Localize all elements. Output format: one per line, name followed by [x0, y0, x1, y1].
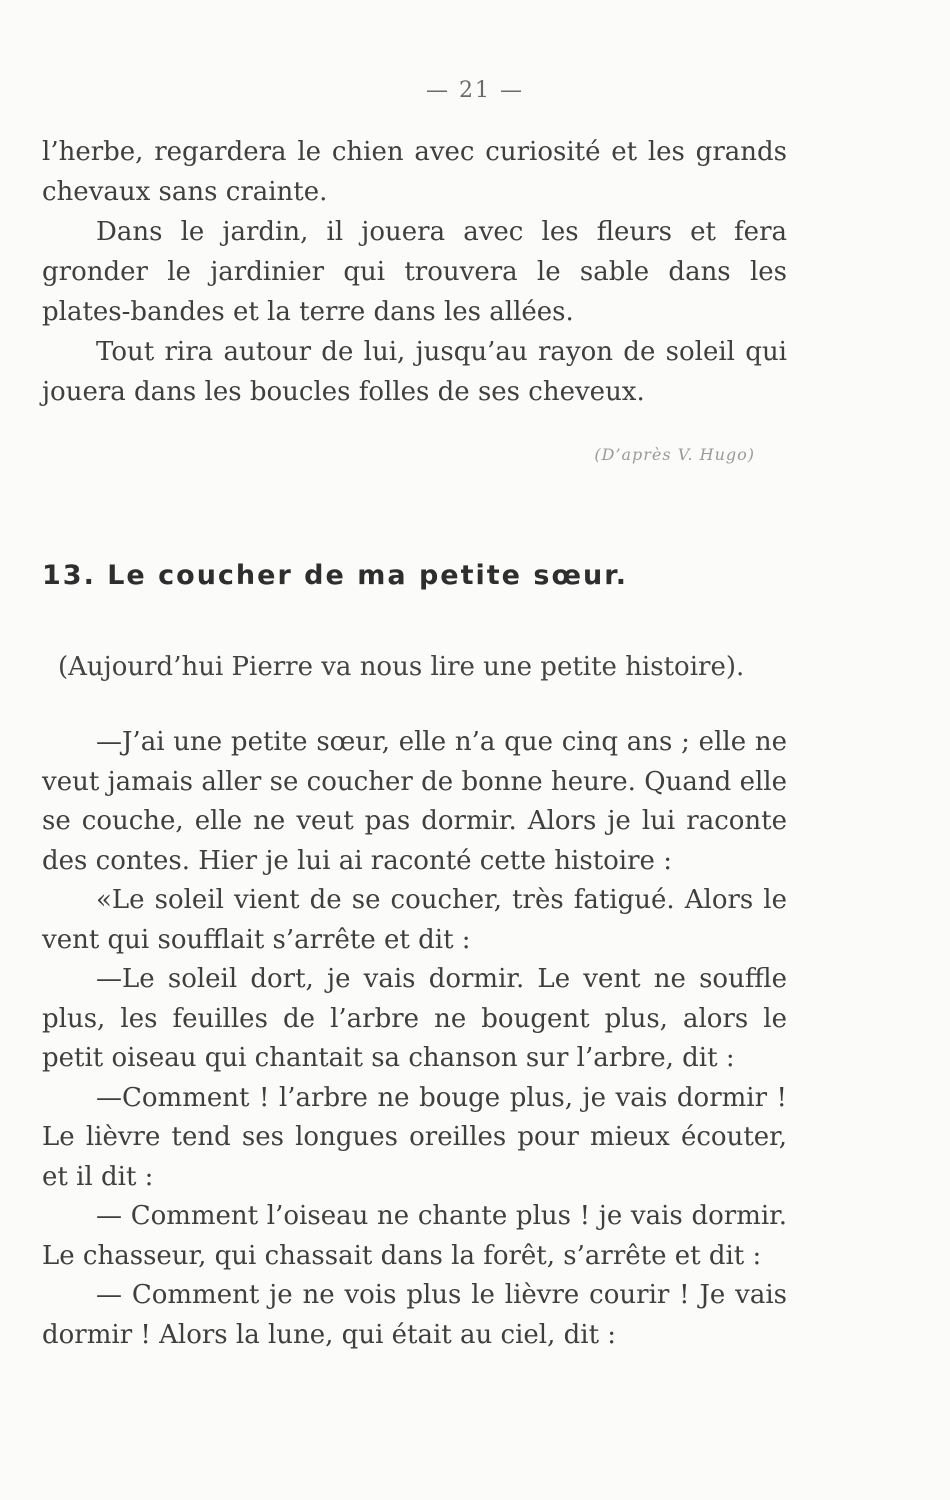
chapter-intro: (Aujourd’hui Pierre va nous lire une petite histoire). [58, 652, 745, 682]
chapter-title: 13. Le coucher de ma petite sœur. [42, 560, 628, 591]
paragraph: — Comment je ne vois plus le lièvre courir ! Je vais dormir ! Alors la lune, qui était au ciel, dit : [42, 1280, 787, 1350]
paragraph: «Le soleil vient de se coucher, très fatigué. Alors le vent qui soufflait s’arrête et dit : [42, 885, 787, 955]
paragraph: Dans le jardin, il jouera avec les fleurs et fera gronder le jardinier qui trouvera le sable dans les plates-bandes et la terre dans les allées. [42, 217, 787, 327]
story-text [42, 723, 787, 1355]
continuation-text [42, 132, 787, 412]
page-number: — 21 — [426, 78, 524, 103]
paragraph: —J’ai une petite sœur, elle n’a que cinq ans ; elle ne veut jamais aller se coucher de bonne heure. Quand elle se couche, elle ne veut pas dormir. Alors je lui raconte des contes. Hier je lui ai raconté cette histoire : [42, 727, 787, 876]
paragraph: — Comment l’oiseau ne chante plus ! je vais dormir. Le chasseur, qui chassait dans la forêt, s’arrête et dit : [42, 1201, 787, 1271]
paragraph: l’herbe, regardera le chien avec curiosité et les grands chevaux sans crainte. [42, 137, 787, 207]
paragraph: —Comment ! l’arbre ne bouge plus, je vais dormir ! Le lièvre tend ses longues oreilles pour mieux écouter, et il dit : [42, 1082, 787, 1192]
paragraph: Tout rira autour de lui, jusqu’au rayon de soleil qui jouera dans les boucles folles de ses cheveux. [42, 337, 787, 407]
source-attribution: (D’après V. Hugo) [594, 445, 755, 464]
paragraph: —Le soleil dort, je vais dormir. Le vent ne souffle plus, les feuilles de l’arbre ne bougent plus, alors le petit oiseau qui chantait sa chanson sur l’arbre, dit : [42, 964, 787, 1073]
